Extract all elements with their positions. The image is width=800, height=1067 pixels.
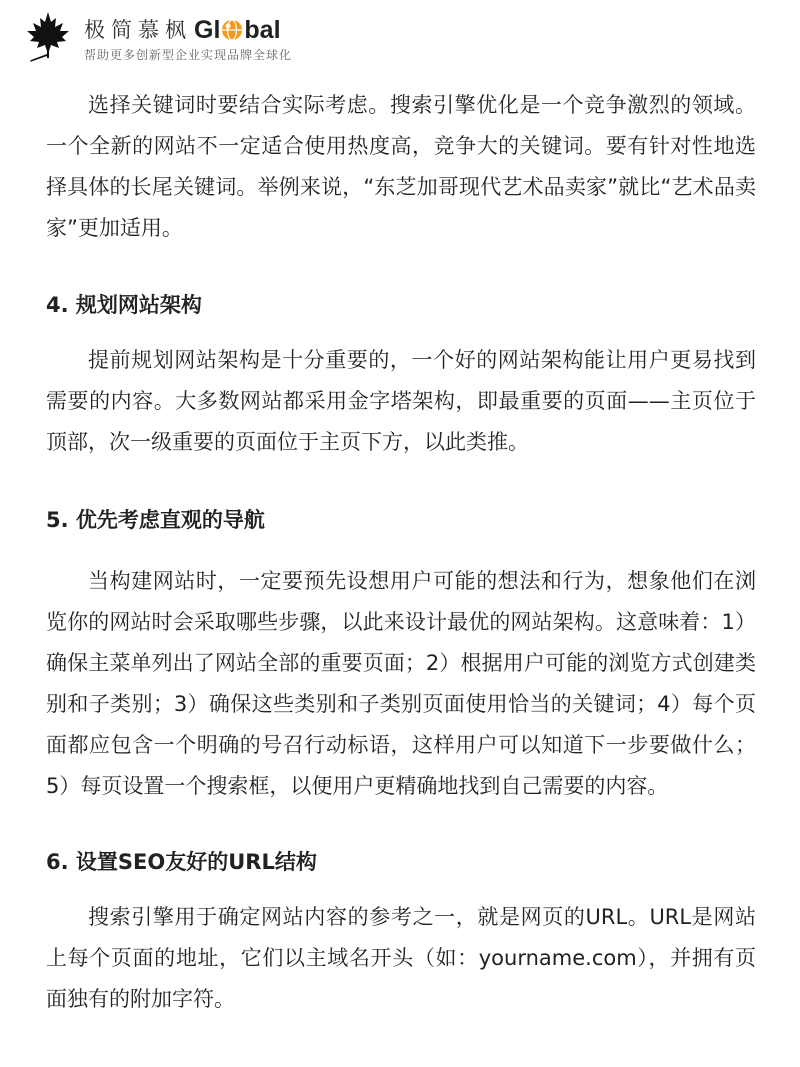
section-heading-url-structure: 6. 设置SEO友好的URL结构 bbox=[46, 850, 317, 874]
brand-name-en-prefix: Gl bbox=[194, 16, 221, 44]
section-heading-navigation: 5. 优先考虑直观的导航 bbox=[46, 508, 265, 532]
section-paragraph-url-structure: 搜索引擎用于确定网站内容的参考之一，就是网页的URL。URL是网站上每个页面的地址，它们以主域名开头（如：yourname.com），并拥有页面独有的附加字符。 bbox=[46, 905, 756, 1011]
brand-logo[interactable] bbox=[22, 10, 292, 63]
maple-leaf-icon bbox=[22, 10, 74, 62]
section-paragraph-site-architecture: 提前规划网站架构是十分重要的，一个好的网站架构能让用户更易找到需要的内容。大多数网站都采用金字塔架构，即最重要的页面——主页位于顶部，次一级重要的页面位于主页下方，以此类推。 bbox=[46, 348, 756, 454]
section-paragraph-navigation: 当构建网站时，一定要预先设想用户可能的想法和行为，想象他们在浏览你的网站时会采取哪些步骤，以此来设计最优的网站架构。这意味着：1）确保主菜单列出了网站全部的重要页面；2）根据用户可能的浏览方式创建类别和子类别；3）确保这些类别和子类别页面使用恰当的关键词；4）每个页面都应包含一个明确的号召行动标语，这样用户可以知道下一步要做什么；5）每页设置一个搜索框，以便用户更精确地找到自己需要的内容。 bbox=[46, 569, 756, 798]
brand-tagline: 帮助更多创新型企业实现品牌全球化 bbox=[84, 48, 293, 62]
brand-name-cn: 极简慕枫 bbox=[84, 18, 192, 42]
brand-name-en bbox=[194, 16, 281, 44]
section-heading-site-architecture: 4. 规划网站架构 bbox=[46, 293, 202, 317]
intro-paragraph: 选择关键词时要结合实际考虑。搜索引擎优化是一个竞争激烈的领域。一个全新的网站不一定适合使用热度高，竞争大的关键词。要有针对性地选择具体的长尾关键词。举例来说，“东芝加哥现代艺术品卖家”就比“艺术品卖家”更加适用。 bbox=[46, 93, 756, 240]
article-body bbox=[46, 80, 756, 1020]
brand-name-en-suffix: bal bbox=[244, 16, 281, 44]
globe-icon bbox=[221, 19, 243, 41]
